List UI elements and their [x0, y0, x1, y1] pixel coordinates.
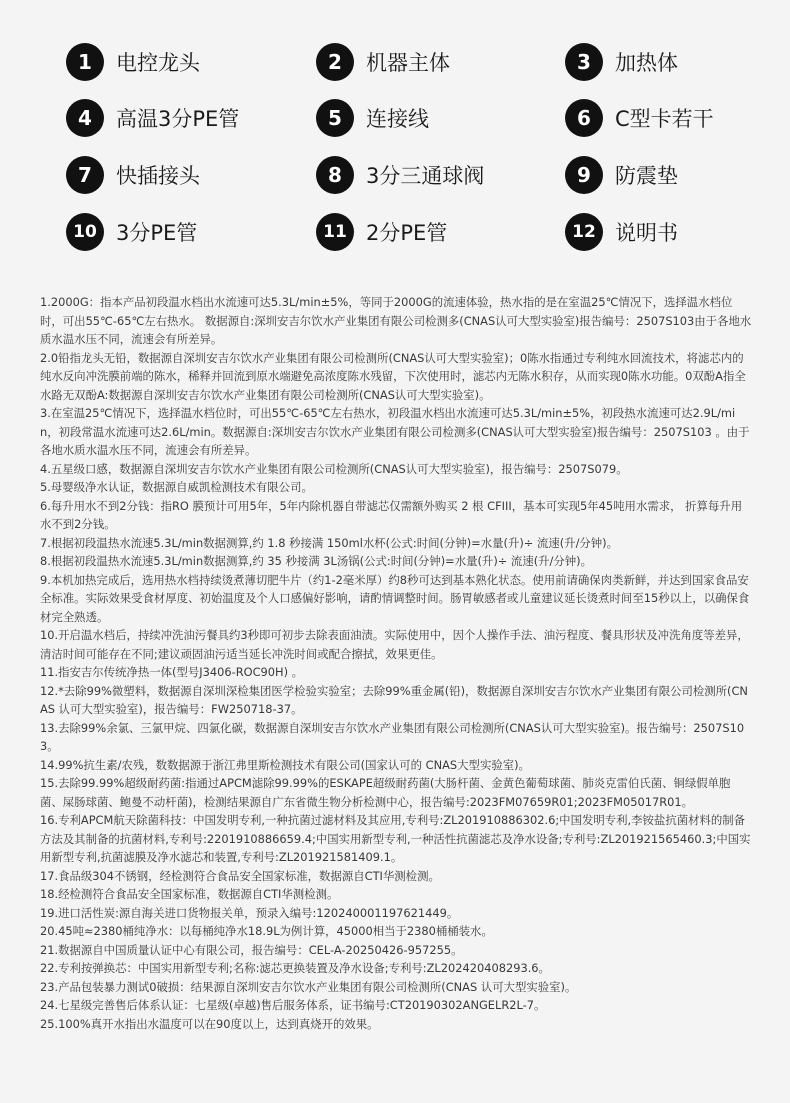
part-label: 防震垫	[615, 164, 678, 188]
footnote: 3.在室温25℃情况下，选择温水档位时，可出55℃-65℃左右热水，初段温水档出水流速可达5.3L/min±5%，初段热水流速可达2.9L/min，初段常温水流速可达2.6L/min。数据源自:深圳安吉尔饮水产业集团有限公司检测多(CNAS认可大型实验室)报告编号：2507S103 。由于各地水质水温水压不同，流速会有所差异。	[40, 406, 750, 457]
number-badge: 12	[565, 213, 603, 251]
part-item	[66, 97, 239, 139]
part-label: 机器主体	[366, 51, 450, 75]
part-item	[66, 211, 197, 253]
footnote: 21.数据源自中国质量认证中心有限公司，报告编号：CEL-A-20250426-957255。	[40, 942, 463, 957]
footnote: 13.去除99%余氯、三氯甲烷、四氯化碳，数据源自深圳安吉尔饮水产业集团有限公司检测所(CNAS认可大型实验室)。报告编号：2507S103。	[40, 720, 745, 753]
footnote: 4.五星级口感，数据源自深圳安吉尔饮水产业集团有限公司检测所(CNAS认可大型实验室)，报告编号：2507S079。	[40, 461, 628, 476]
number-badge: 5	[316, 99, 354, 137]
part-item	[565, 211, 678, 253]
number-badge: 10	[66, 213, 104, 251]
number-badge: 8	[316, 156, 354, 194]
part-label: 说明书	[615, 221, 678, 245]
footnote: 5.母婴级净水认证，数据源自威凯检测技术有限公司。	[40, 480, 313, 494]
number-badge: 11	[316, 213, 354, 251]
footnote: 16.专利APCM航天除菌科技：中国发明专利,一种抗菌过滤材料及其应用,专利号:ZL201910886302.6;中国发明专利,李铵盐抗菌材料的制备方法及其制备的抗菌材料,专利号:2201910886659.4;中国实用新型专利,一种活性抗菌滤芯及净水设备;专利号:ZL201921565460.3;中国实用新型专利,抗菌滤膜及净水滤芯和装置,专利号:ZL201921581409.1。	[40, 813, 751, 864]
footnote: 14.99%抗生素/农残，数数据源于浙江弗里斯检测技术有限公司(国家认可的 CNAS大型实验室)。	[40, 757, 530, 772]
number-badge: 4	[66, 99, 104, 137]
footnote: 17.食品级304不锈钢，经检测符合食品安全国家标准，数据源自CTI华测检测。	[40, 868, 440, 883]
footnote: 9.本机加热完成后，选用热水档持续烫煮薄切肥牛片（约1-2毫米厚）约8秒可达到基本熟化状态。使用前请确保肉类新鲜，并达到国家食品安全标准。实际效果受食材厚度、初始温度及个人口感偏好影响，请酌情调整时间。肠胃敏感者或儿童建议延长烫煮时间至15秒以上，以确保食材完全熟透。	[40, 572, 750, 624]
part-item	[316, 41, 450, 83]
part-item	[66, 154, 200, 196]
part-label: 连接线	[366, 107, 429, 131]
number-badge: 6	[565, 99, 603, 137]
footnote: 25.100%真开水指出水温度可以在90度以上，达到真烧开的效果。	[40, 1016, 379, 1031]
number-badge: 7	[66, 156, 104, 194]
footnote: 12.*去除99%微塑料，数据源自深圳深检集团医学检验实验室；去除99%重金属(铅)，数据源自深圳安吉尔饮水产业集团有限公司检测所(CNAS 认可大型实验室)，报告编号：FW250718-37。	[40, 683, 748, 716]
part-label: 电控龙头	[116, 51, 200, 75]
footnote: 6.每升用水不到2分钱：指RO 膜预计可用5年，5年内除机器自带滤芯仅需额外购买 2 根 CFIII，基本可实现5年45吨用水需求， 折算每升用水不到2分钱。	[40, 498, 743, 531]
footnote: 1.2000G：指本产品初段温水档出水流速可达5.3L/min±5%，等同于2000G的流速体验，热水指的是在室温25℃情况下，选择温水档位时，可出55℃-65℃左右热水。 数据源自:深圳安吉尔饮水产业集团有限公司检测多(CNAS认可大型实验室)报告编号：2507S103由于各地水质水温水压不同，流速会有所差异。	[40, 295, 752, 346]
footnote: 15.去除99.99%超级耐药菌:指通过APCM滤除99.99%的ESKAPE超级耐药菌(大肠杆菌、金黄色葡萄球菌、肺炎克雷伯氏菌、铜绿假单胞菌、屎肠球菌、鲍曼不动杆菌)，检测结果源自广东省微生物分析检测中心，报告编号:2023FM07659R01;2023FM05017R01。	[40, 776, 731, 809]
part-label: 快插接头	[116, 164, 200, 188]
footnote: 24.七星级完善售后体系认证：七星级(卓越)售后服务体系，证书编号:CT20190302ANGELR2L-7。	[40, 998, 546, 1012]
part-item	[316, 154, 484, 196]
number-badge: 1	[66, 43, 104, 81]
footnote: 8.根据初段温热水流速5.3L/min数据测算,约 35 秒接满 3L汤锅(公式:时间(分钟)=水量(升)÷ 流速(升/分钟)。	[40, 554, 592, 568]
part-item	[316, 211, 447, 253]
footnotes	[40, 293, 752, 1033]
part-item	[565, 97, 714, 139]
number-badge: 3	[565, 43, 603, 81]
footnote: 23.产品包装暴力测试0破损：结果源自深圳安吉尔饮水产业集团有限公司检测所(CNAS 认可大型实验室)。	[40, 979, 577, 994]
part-label: 3分PE管	[116, 221, 198, 245]
footnote: 10.开启温水档后，持续冲洗油污餐具约3秒即可初步去除表面油渍。实际使用中，因个人操作手法、油污程度、餐具形状及冲洗角度等差异，清洁时间可能存在不同;建议顽固油污适当延长冲洗时间或配合擦拭，效果更佳。	[40, 628, 749, 661]
part-label: 2分PE管	[366, 221, 448, 245]
part-item	[565, 154, 678, 196]
footnote: 22.专利按弹换芯：中国实用新型专利;名称:滤芯更换装置及净水设备;专利号:ZL202420408293.6。	[40, 961, 550, 975]
number-badge: 9	[565, 156, 603, 194]
footnote: 20.45吨≈2380桶纯净水：以每桶纯净水18.9L为例计算，45000相当于2380桶桶装水。	[40, 924, 493, 938]
part-item	[316, 97, 429, 139]
footnote: 11.指安吉尔传统净热一体(型号J3406-ROC90H) 。	[40, 665, 304, 679]
part-item	[565, 41, 678, 83]
part-label: 高温3分PE管	[116, 107, 240, 131]
footnote: 19.进口活性炭:源自海关进口货物报关单，预录入编号:120240001197621449。	[40, 905, 459, 920]
footnote: 2.0铅指龙头无铅，数据源自深圳安吉尔饮水产业集团有限公司检测所(CNAS认可大型实验室)；0陈水指通过专利纯水回流技术，将滤芯内的纯水反向冲洗膜前端的陈水，稀释并回流到原水端避免高浓度陈水残留，下次使用时，滤芯内无陈水积存，从而实现0陈水功能。0双酚A指全水路无双酚A:数据源自深圳安吉尔饮水产业集团有限公司检测所(CNAS认可大型实验室)。	[40, 350, 746, 402]
part-item	[66, 41, 200, 83]
footnote: 7.根据初段温热水流速5.3L/min数据测算,约 1.8 秒接满 150ml水杯(公式:时间(分钟)=水量(升)÷ 流速(升/分钟)。	[40, 535, 619, 550]
part-label: C型卡若干	[615, 107, 714, 131]
parts-list	[0, 0, 790, 290]
footnote: 18.经检测符合食品安全国家标准，数据源自CTI华测检测。	[40, 887, 339, 901]
number-badge: 2	[316, 43, 354, 81]
part-label: 加热体	[615, 51, 678, 75]
part-label: 3分三通球阀	[366, 164, 485, 188]
